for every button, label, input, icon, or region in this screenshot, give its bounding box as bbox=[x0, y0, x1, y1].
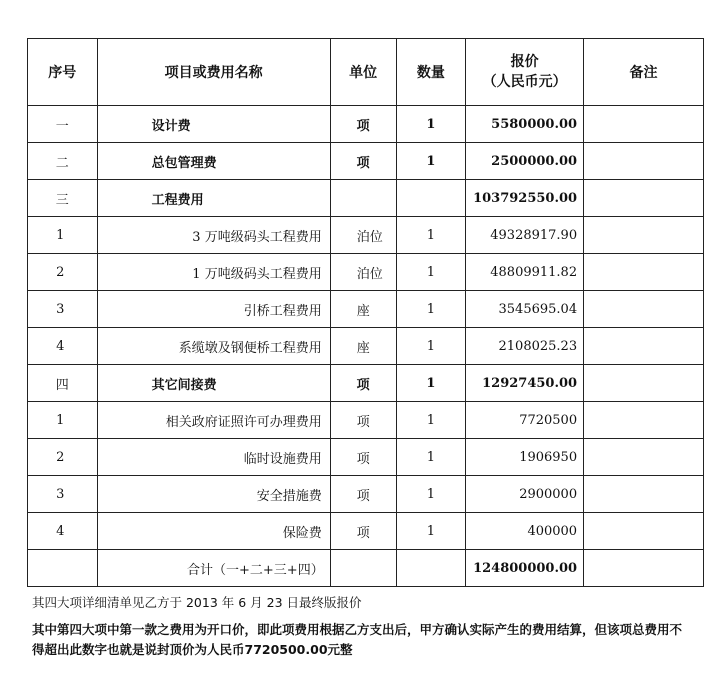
cell-name: 临时设施费用 bbox=[97, 439, 330, 476]
table-row bbox=[28, 106, 704, 143]
header-remark: 备注 bbox=[584, 39, 704, 106]
cell-name: 安全措施费 bbox=[97, 476, 330, 513]
cell-price: 49328917.90 bbox=[466, 217, 584, 254]
cell-name: 引桥工程费用 bbox=[97, 291, 330, 328]
cell-qty: 1 bbox=[396, 328, 466, 365]
header-price-label: 报价 bbox=[510, 54, 539, 70]
cell-name: 系缆墩及钢便桥工程费用 bbox=[97, 328, 330, 365]
header-qty: 数量 bbox=[396, 39, 466, 106]
cell-price: 3545695.04 bbox=[466, 291, 584, 328]
cell-name: 3 万吨级码头工程费用 bbox=[97, 217, 330, 254]
cell-unit: 项 bbox=[330, 513, 396, 550]
cell-qty: 1 bbox=[396, 217, 466, 254]
cell-no: 三 bbox=[28, 180, 98, 217]
total-cell-remark bbox=[584, 550, 704, 587]
cell-price: 103792550.00 bbox=[466, 180, 584, 217]
cell-name: 设计费 bbox=[97, 106, 330, 143]
cell-remark bbox=[584, 439, 704, 476]
cell-no: 2 bbox=[28, 254, 98, 291]
cell-qty: 1 bbox=[396, 254, 466, 291]
cell-price: 48809911.82 bbox=[466, 254, 584, 291]
cell-name: 其它间接费 bbox=[97, 365, 330, 402]
cell-unit: 座 bbox=[330, 291, 396, 328]
cell-no: 3 bbox=[28, 291, 98, 328]
cell-qty: 1 bbox=[396, 143, 466, 180]
cell-qty: 1 bbox=[396, 365, 466, 402]
cell-qty: 1 bbox=[396, 439, 466, 476]
cell-qty: 1 bbox=[396, 291, 466, 328]
header-no: 序号 bbox=[28, 39, 98, 106]
cell-unit: 项 bbox=[330, 402, 396, 439]
total-cell-no bbox=[28, 550, 98, 587]
total-cell-price: 124800000.00 bbox=[466, 550, 584, 587]
cell-price: 2900000 bbox=[466, 476, 584, 513]
cell-qty: 1 bbox=[396, 513, 466, 550]
total-cell-qty bbox=[396, 550, 466, 587]
cell-remark bbox=[584, 291, 704, 328]
table-row bbox=[28, 476, 704, 513]
table-row bbox=[28, 328, 704, 365]
cell-name: 相关政府证照许可办理费用 bbox=[97, 402, 330, 439]
cell-remark bbox=[584, 476, 704, 513]
cell-qty: 1 bbox=[396, 402, 466, 439]
cell-name: 总包管理费 bbox=[97, 143, 330, 180]
table-row bbox=[28, 143, 704, 180]
table-row bbox=[28, 180, 704, 217]
total-cell-unit bbox=[330, 550, 396, 587]
table-row bbox=[28, 365, 704, 402]
cell-unit: 项 bbox=[330, 476, 396, 513]
cell-remark bbox=[584, 402, 704, 439]
cell-unit: 座 bbox=[330, 328, 396, 365]
cell-price: 5580000.00 bbox=[466, 106, 584, 143]
cell-remark bbox=[584, 254, 704, 291]
cell-price: 1906950 bbox=[466, 439, 584, 476]
cell-price: 400000 bbox=[466, 513, 584, 550]
cell-qty: 1 bbox=[396, 476, 466, 513]
table-row bbox=[28, 402, 704, 439]
cell-no: 3 bbox=[28, 476, 98, 513]
cell-remark bbox=[584, 143, 704, 180]
total-row bbox=[28, 550, 704, 587]
cell-remark bbox=[584, 328, 704, 365]
table-row bbox=[28, 254, 704, 291]
cell-name: 1 万吨级码头工程费用 bbox=[97, 254, 330, 291]
note-detail-reference: 其四大项详细清单见乙方于 2013 年 6 月 23 日最终版报价 bbox=[32, 595, 362, 610]
cell-unit: 项 bbox=[330, 439, 396, 476]
cell-remark bbox=[584, 217, 704, 254]
header-name: 项目或费用名称 bbox=[97, 39, 330, 106]
cell-name: 保险费 bbox=[97, 513, 330, 550]
cell-price: 7720500 bbox=[466, 402, 584, 439]
cell-remark bbox=[584, 106, 704, 143]
cell-no: 4 bbox=[28, 513, 98, 550]
cell-qty: 1 bbox=[396, 106, 466, 143]
table-row bbox=[28, 217, 704, 254]
cell-no: 1 bbox=[28, 402, 98, 439]
cell-price: 2108025.23 bbox=[466, 328, 584, 365]
cell-unit bbox=[330, 180, 396, 217]
cell-unit: 泊位 bbox=[330, 217, 396, 254]
header-price bbox=[466, 39, 584, 106]
quotation-sheet bbox=[27, 38, 704, 587]
cell-name: 工程费用 bbox=[97, 180, 330, 217]
header-unit: 单位 bbox=[330, 39, 396, 106]
quotation-table bbox=[27, 38, 704, 587]
note-open-price-clause: 其中第四大项中第一款之费用为开口价，即此项费用根据乙方支出后，甲方确认实际产生的费用结算，但该项总费用不得超出此数字也就是说封顶价为人民币7720500.00元整 bbox=[32, 622, 683, 657]
cell-no: 二 bbox=[28, 143, 98, 180]
cell-unit: 泊位 bbox=[330, 254, 396, 291]
table-row bbox=[28, 513, 704, 550]
table-row bbox=[28, 439, 704, 476]
header-price-unit: （人民币元） bbox=[482, 74, 567, 90]
cell-price: 12927450.00 bbox=[466, 365, 584, 402]
cell-no: 四 bbox=[28, 365, 98, 402]
cell-price: 2500000.00 bbox=[466, 143, 584, 180]
cell-no: 4 bbox=[28, 328, 98, 365]
cell-remark bbox=[584, 180, 704, 217]
cell-no: 1 bbox=[28, 217, 98, 254]
total-cell-name: 合计（一+二+三+四） bbox=[97, 550, 330, 587]
cell-no: 一 bbox=[28, 106, 98, 143]
cell-remark bbox=[584, 513, 704, 550]
cell-unit: 项 bbox=[330, 106, 396, 143]
cell-unit: 项 bbox=[330, 143, 396, 180]
cell-no: 2 bbox=[28, 439, 98, 476]
cell-remark bbox=[584, 365, 704, 402]
cell-unit: 项 bbox=[330, 365, 396, 402]
table-body bbox=[28, 106, 704, 587]
cell-qty bbox=[396, 180, 466, 217]
header-row bbox=[28, 39, 704, 106]
table-row bbox=[28, 291, 704, 328]
